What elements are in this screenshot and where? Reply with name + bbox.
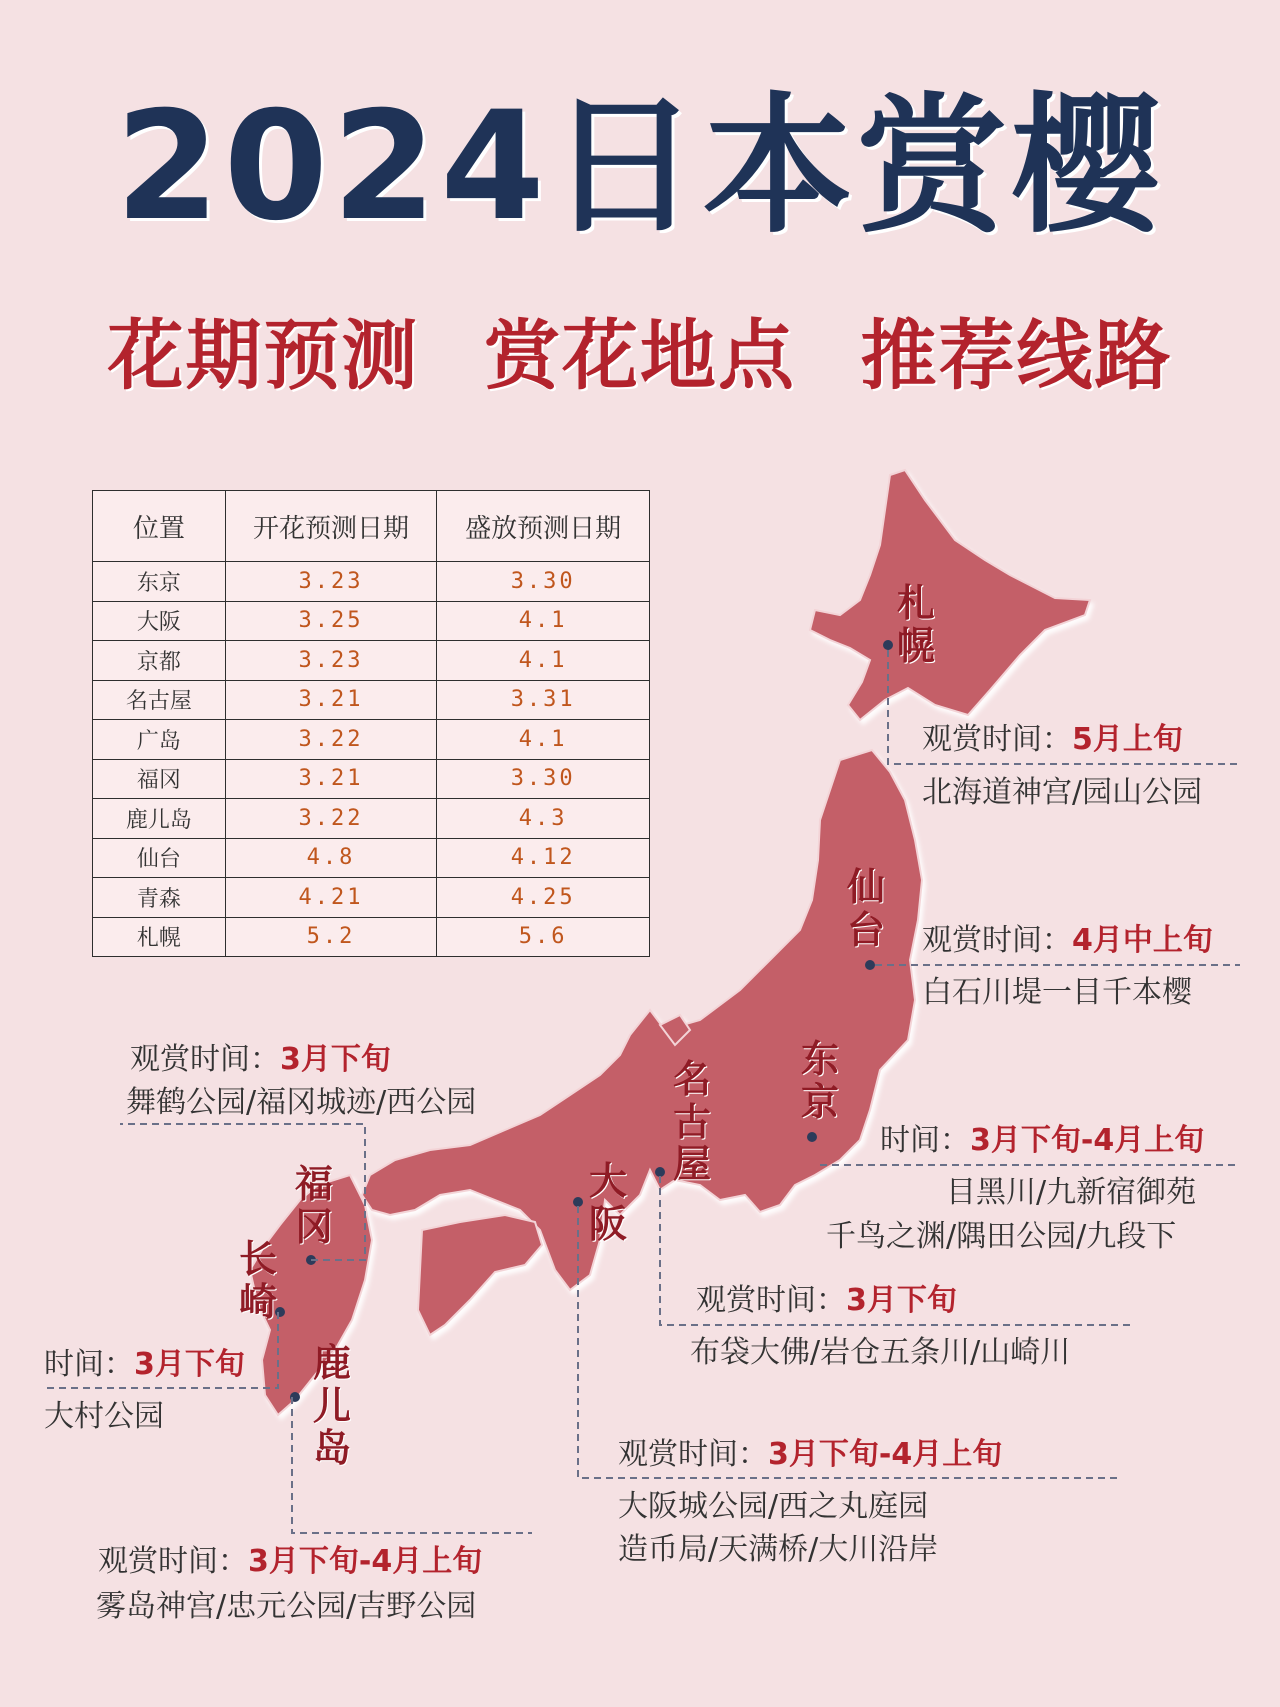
full-bloom-cell: 4.25 bbox=[437, 878, 650, 918]
tokyo-dot bbox=[807, 1132, 817, 1142]
sapporo-dot bbox=[883, 640, 893, 650]
city-cell: 广岛 bbox=[93, 720, 226, 760]
osaka-spots-line2: 造币局/天满桥/大川沿岸 bbox=[618, 1532, 939, 1567]
page-title: 2024日本赏樱 bbox=[115, 80, 1165, 254]
full-bloom-cell: 4.3 bbox=[437, 799, 650, 839]
nagasaki-spots: 大村公园 bbox=[44, 1399, 164, 1434]
bloom-cell: 3.22 bbox=[225, 720, 437, 760]
full-bloom-cell: 4.1 bbox=[437, 641, 650, 681]
nagoya-time-label: 观赏时间： bbox=[696, 1283, 846, 1318]
sapporo-spots: 北海道神宫/园山公园 bbox=[922, 775, 1203, 810]
city-cell: 福冈 bbox=[93, 759, 226, 799]
bloom-cell: 4.8 bbox=[225, 838, 437, 878]
tokyo-spots-line1: 目黑川/九新宿御苑 bbox=[946, 1175, 1197, 1210]
hokkaido-island bbox=[810, 470, 1090, 720]
map-label-kagoshima: 鹿儿岛 bbox=[312, 1341, 351, 1471]
honshu-island bbox=[362, 750, 922, 1290]
sapporo-viewing-time bbox=[922, 722, 1183, 757]
map-label-nagoya: 名古屋 bbox=[672, 1057, 711, 1187]
header-location: 位置 bbox=[93, 491, 226, 562]
full-bloom-cell: 5.6 bbox=[437, 917, 650, 957]
bloom-cell: 3.21 bbox=[225, 680, 437, 720]
kagoshima-spots: 雾岛神宫/忠元公园/吉野公园 bbox=[96, 1589, 477, 1624]
bloom-cell: 3.25 bbox=[225, 601, 437, 641]
fukuoka-spots: 舞鹤公园/福冈城迹/西公园 bbox=[126, 1085, 477, 1120]
bloom-cell: 3.23 bbox=[225, 641, 437, 681]
kagoshima-time-label: 观赏时间： bbox=[98, 1544, 248, 1579]
full-bloom-cell: 3.31 bbox=[437, 680, 650, 720]
fukuoka-time-value: 3月下旬 bbox=[280, 1042, 391, 1077]
osaka-time-label: 观赏时间： bbox=[618, 1437, 768, 1472]
tokyo-time-value: 3月下旬-4月上旬 bbox=[970, 1123, 1205, 1158]
sendai-time-value: 4月中上旬 bbox=[1072, 923, 1213, 958]
map-label-osaka: 大阪 bbox=[588, 1159, 627, 1246]
nagoya-dot bbox=[655, 1167, 665, 1177]
osaka-spots-line1: 大阪城公园/西之丸庭园 bbox=[618, 1489, 929, 1524]
fukuoka-viewing-time bbox=[130, 1042, 391, 1077]
nagoya-spots: 布袋大佛/岩仓五条川/山崎川 bbox=[690, 1335, 1071, 1370]
bloom-cell: 3.21 bbox=[225, 759, 437, 799]
header-bloom-date: 开花预测日期 bbox=[225, 491, 437, 562]
nagasaki-time-value: 3月下旬 bbox=[134, 1347, 245, 1382]
osaka-time-value: 3月下旬-4月上旬 bbox=[768, 1437, 1003, 1472]
subtitle-spots: 赏花地点 bbox=[484, 311, 796, 400]
fukuoka-time-label: 观赏时间： bbox=[130, 1042, 280, 1077]
bloom-cell: 3.23 bbox=[225, 562, 437, 602]
map-label-nagasaki: 长崎 bbox=[238, 1237, 277, 1324]
full-bloom-cell: 3.30 bbox=[437, 759, 650, 799]
map-label-tokyo: 东京 bbox=[800, 1037, 839, 1124]
full-bloom-cell: 4.12 bbox=[437, 838, 650, 878]
sapporo-time-label: 观赏时间： bbox=[922, 722, 1072, 757]
subtitle-routes: 推荐线路 bbox=[860, 311, 1173, 400]
city-cell: 札幌 bbox=[93, 917, 226, 957]
city-cell: 名古屋 bbox=[93, 680, 226, 720]
kagoshima-viewing-time bbox=[98, 1544, 483, 1579]
full-bloom-cell: 3.30 bbox=[437, 562, 650, 602]
nagasaki-time-label: 时间： bbox=[44, 1347, 134, 1382]
osaka-viewing-time bbox=[618, 1437, 1003, 1472]
full-bloom-cell: 4.1 bbox=[437, 720, 650, 760]
city-cell: 东京 bbox=[93, 562, 226, 602]
city-cell: 青森 bbox=[93, 878, 226, 918]
bloom-cell: 4.21 bbox=[225, 878, 437, 918]
header-full-bloom-date: 盛放预测日期 bbox=[437, 491, 650, 562]
map-label-sendai: 仙台 bbox=[846, 865, 885, 952]
nagasaki-viewing-time bbox=[44, 1347, 245, 1382]
kagoshima-time-value: 3月下旬-4月上旬 bbox=[248, 1544, 483, 1579]
osaka-dot bbox=[573, 1197, 583, 1207]
map-label-sapporo: 札幌 bbox=[896, 581, 935, 668]
bloom-cell: 5.2 bbox=[225, 917, 437, 957]
tokyo-time-label: 时间： bbox=[880, 1123, 970, 1158]
nagoya-time-value: 3月下旬 bbox=[846, 1283, 957, 1318]
sendai-spots: 白石川堤一目千本樱 bbox=[922, 975, 1192, 1010]
bloom-cell: 3.22 bbox=[225, 799, 437, 839]
city-cell: 仙台 bbox=[93, 838, 226, 878]
city-cell: 京都 bbox=[93, 641, 226, 681]
tokyo-viewing-time bbox=[880, 1123, 1205, 1158]
nagoya-viewing-time bbox=[696, 1283, 957, 1318]
sendai-viewing-time bbox=[922, 923, 1213, 958]
map-label-fukuoka: 福冈 bbox=[294, 1162, 333, 1249]
sapporo-time-value: 5月上旬 bbox=[1072, 722, 1183, 757]
full-bloom-cell: 4.1 bbox=[437, 601, 650, 641]
sendai-time-label: 观赏时间： bbox=[922, 923, 1072, 958]
subtitle-forecast: 花期预测 bbox=[107, 311, 420, 400]
city-cell: 鹿儿岛 bbox=[93, 799, 226, 839]
tokyo-spots-line2: 千鸟之渊/隅田公园/九段下 bbox=[826, 1219, 1177, 1254]
sendai-dot bbox=[865, 960, 875, 970]
shikoku-island bbox=[418, 1215, 542, 1335]
city-cell: 大阪 bbox=[93, 601, 226, 641]
